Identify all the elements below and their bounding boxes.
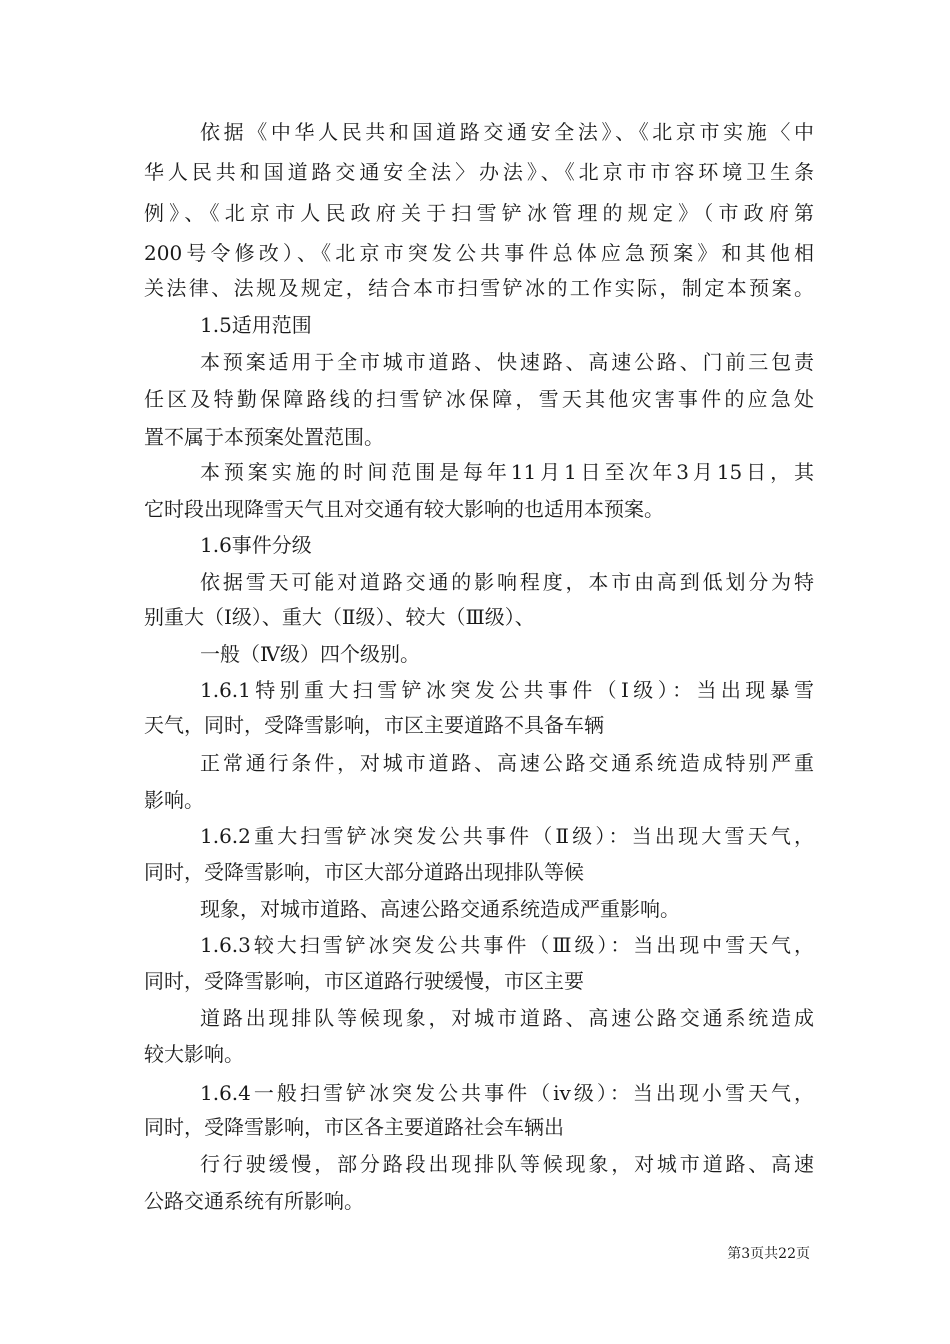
text-line: 它时段出现降雪天气且对交通有较大影响的也适用本预案。 (144, 497, 664, 521)
text-line: 本预案实施的时间范围是每年11月1日至次年3月15日，其 (200, 460, 814, 484)
text-line: 1.6.4一般扫雪铲冰突发公共事件（ⅳ级）：当出现小雪天气， (200, 1081, 814, 1105)
text-line: 本预案适用于全市城市道路、快速路、高速公路、门前三包责 (200, 350, 814, 374)
text-line: 1.6.2重大扫雪铲冰突发公共事件（Ⅱ级）：当出现大雪天气， (200, 824, 814, 848)
text-line: 较大影响。 (144, 1042, 244, 1066)
text-line: 同时，受降雪影响，市区道路行驶缓慢，市区主要 (144, 969, 584, 993)
text-line: 天气，同时，受降雪影响，市区主要道路不具备车辆 (144, 713, 604, 737)
text-line: 例》、《北京市人民政府关于扫雪铲冰管理的规定》（市政府第 (144, 201, 814, 225)
text-line: 公路交通系统有所影响。 (144, 1189, 364, 1213)
text-line: 别重大（Ⅰ级）、重大（Ⅱ级）、较大（Ⅲ级）、 (144, 605, 535, 629)
text-line: 华人民共和国道路交通安全法〉办法》、《北京市市容环境卫生条 (144, 160, 814, 184)
text-line: 任区及特勤保障路线的扫雪铲冰保障，雪天其他灾害事件的应急处 (144, 387, 814, 411)
text-line: 关法律、法规及规定，结合本市扫雪铲冰的工作实际，制定本预案。 (144, 276, 814, 300)
text-line: 影响。 (144, 788, 204, 812)
text-line: 一般（Ⅳ级）四个级别。 (200, 642, 420, 666)
text-line: 现象，对城市道路、高速公路交通系统造成严重影响。 (200, 897, 680, 921)
page-number: 第3页共22页 (727, 1246, 810, 1262)
text-line: 同时，受降雪影响，市区大部分道路出现排队等候 (144, 860, 584, 884)
text-line: 置不属于本预案处置范围。 (144, 425, 384, 449)
section-heading: 1.6事件分级 (200, 533, 312, 557)
text-line: 同时，受降雪影响，市区各主要道路社会车辆出 (144, 1115, 564, 1139)
text-line: 依据雪天可能对道路交通的影响程度，本市由高到低划分为特 (200, 570, 814, 594)
text-line: 正常通行条件，对城市道路、高速公路交通系统造成特别严重 (200, 751, 814, 775)
section-heading: 1.5适用范围 (200, 313, 312, 337)
text-line: 依据《中华人民共和国道路交通安全法》、《北京市实施〈中 (200, 120, 814, 144)
text-line: 1.6.3较大扫雪铲冰突发公共事件（Ⅲ级）：当出现中雪天气， (200, 933, 814, 957)
text-line: 道路出现排队等候现象，对城市道路、高速公路交通系统造成 (200, 1006, 814, 1030)
text-line: 200号令修改）、《北京市突发公共事件总体应急预案》和其他相 (144, 241, 814, 265)
text-line: 1.6.1特别重大扫雪铲冰突发公共事件（Ⅰ级）：当出现暴雪 (200, 678, 814, 702)
text-line: 行行驶缓慢，部分路段出现排队等候现象，对城市道路、高速 (200, 1152, 814, 1176)
